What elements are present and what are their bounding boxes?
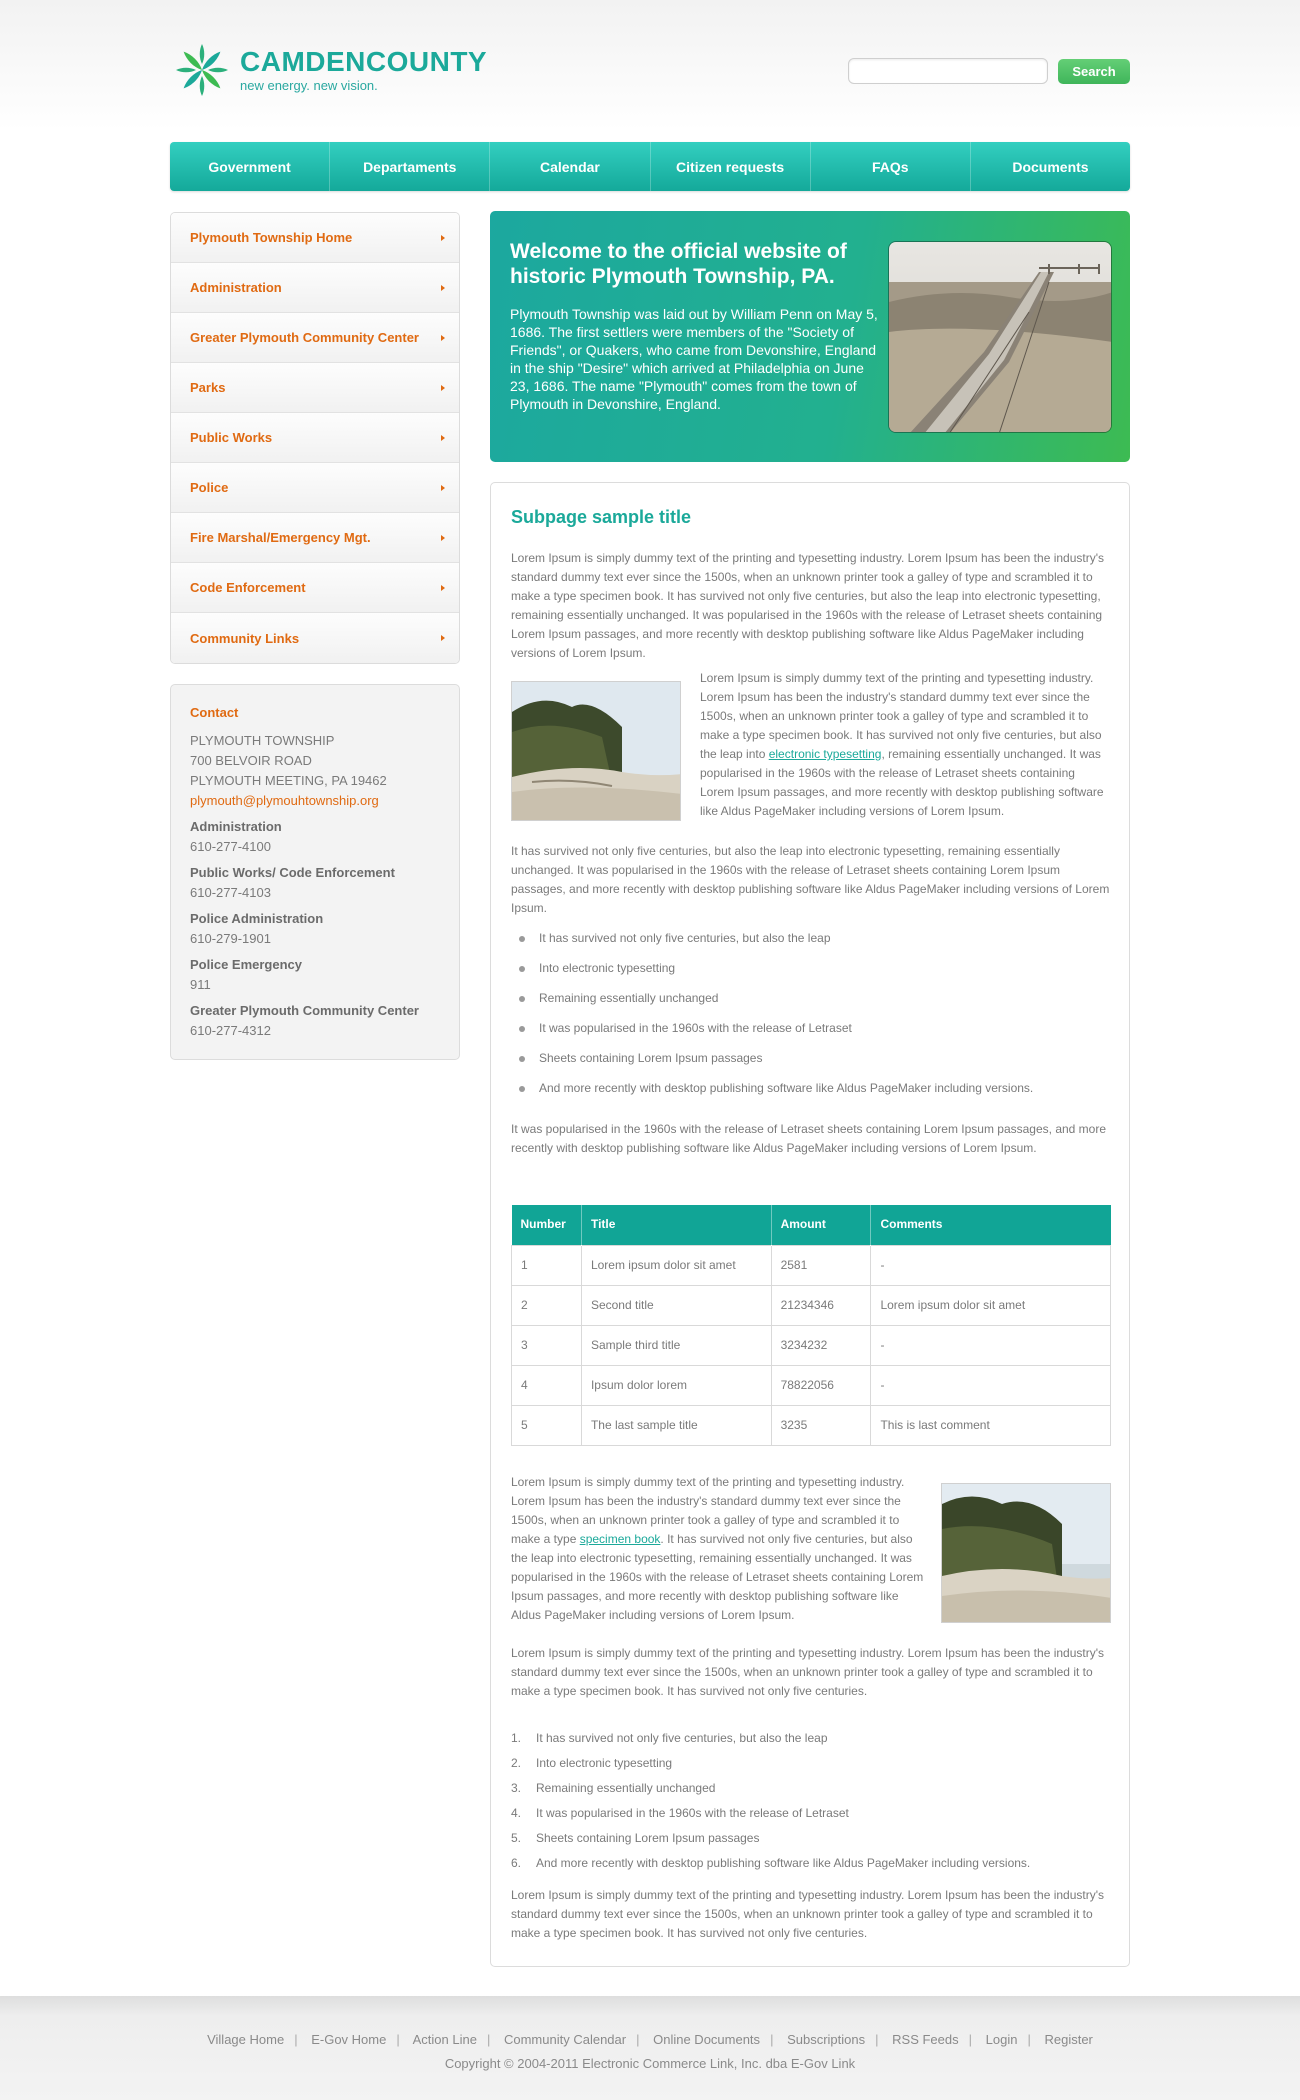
footer-link-action-line[interactable]: Action Line — [412, 2032, 477, 2047]
table-cell: Lorem ipsum dolor sit amet — [871, 1285, 1111, 1325]
paragraph: Lorem Ipsum is simply dummy text of the printing and typesetting industry. Lorem Ipsum has been the industry's standard dummy text ever since the 1500s, when an unknown printer took a galley of type and scrambled it to make a type specimen book. It has survived not only five centuries, but also the leap into electronic typesetting, remaining essentially unchanged. It was popularised in the 1960s with the release of Letraset sheets containing Lorem Ipsum passages, and more recently with desktop publishing software like Aldus PageMaker including versions of Lorem Ipsum. — [511, 551, 1105, 660]
arrow-right-icon — [441, 335, 445, 341]
paragraph-text: Lorem Ipsum is simply dummy text of the printing and typesetting industry. Lorem Ipsum has been the industry's standard dummy text ever since the 1500s, when an unknown printer took a galley of type and scrambled it to make a type — [511, 1475, 905, 1546]
contact-box — [170, 684, 460, 1060]
sidebar-item-label: Plymouth Township Home — [190, 230, 353, 245]
boardwalk-image — [889, 242, 1112, 433]
table-cell: 3 — [512, 1325, 582, 1365]
nav-item-government[interactable]: Government — [170, 142, 330, 191]
footer-separator: | — [968, 2032, 973, 2047]
table-cell: 3235 — [771, 1405, 871, 1445]
contact-phone: 610-277-4312 — [190, 1023, 271, 1038]
footer-link-egov-home[interactable]: E-Gov Home — [311, 2032, 387, 2047]
welcome-title: Welcome to the official website of historic Plymouth Township, PA. — [510, 240, 847, 288]
nav-item-calendar[interactable]: Calendar — [490, 142, 650, 191]
list-item — [511, 1751, 1111, 1776]
list-number: 5. — [511, 1831, 522, 1845]
nav-item-documents[interactable]: Documents — [1012, 158, 1089, 175]
address-line: PLYMOUTH MEETING, PA 19462 — [190, 773, 387, 788]
welcome-text: Plymouth Township was laid out by William Penn on May 5, 1686. The first settlers were members of the "Society of Friends", or Quakers, who came from Devonshire, England in the ship "Desire" which arrived at Philadelphia on June 23, 1686. The name "Plymouth" comes from the town of Plymouth in Devonshire, England. — [510, 306, 878, 412]
list-item: It was popularised in the 1960s with the release of Letraset — [511, 1013, 1111, 1043]
arrow-right-icon — [441, 485, 445, 491]
footer-separator: | — [1027, 2032, 1031, 2047]
list-item-text: Remaining essentially unchanged — [536, 1781, 716, 1795]
paragraph-text: . It has survived not only five centuries, but also the leap into electronic typesetting, remaining essentially unchanged. It was popularised in the 1960s with the release of Letraset sheets containing Lorem Ipsum passages, and more recently with desktop publishing software like Aldus PageMaker including versions of Lorem Ipsum. — [511, 1532, 924, 1622]
table-cell: 2581 — [771, 1245, 871, 1285]
footer-separator: | — [636, 2032, 640, 2047]
table-cell: Second title — [581, 1285, 771, 1325]
sidebar-item-administration[interactable] — [171, 263, 459, 313]
sidebar-item-community-links[interactable] — [171, 613, 459, 663]
beach-photo-2 — [941, 1483, 1111, 1623]
list-item — [511, 1851, 1111, 1876]
header — [170, 0, 1130, 140]
sidebar-item-label: Community Links — [190, 630, 300, 646]
beach-photo — [511, 681, 681, 821]
data-table — [511, 1205, 1111, 1446]
list-item: It has survived not only five centuries, but also the leap — [511, 923, 1111, 953]
contact-phone: 610-277-4103 — [190, 885, 271, 900]
contact-phone: 610-277-4100 — [190, 839, 271, 854]
table-cell: Ipsum dolor lorem — [581, 1365, 771, 1405]
footer-link-community-calendar[interactable]: Community Calendar — [503, 2032, 627, 2047]
sidebar-item-label: Police — [190, 480, 229, 495]
footer — [0, 1996, 1300, 2100]
footer-separator: | — [396, 2032, 400, 2047]
table-cell: - — [871, 1365, 1111, 1405]
contact-label: Police Administration — [190, 911, 324, 926]
table-cell: 78822056 — [771, 1365, 871, 1405]
page — [170, 0, 1130, 1940]
table-cell: Sample third title — [581, 1325, 771, 1365]
paragraph: Lorem Ipsum is simply dummy text of the printing and typesetting industry. Lorem Ipsum has been the industry's standard dummy text ever since the 1500s, when an unknown printer took a galley of type and scrambled it to make a type specimen book. It has survived not only five centuries. — [511, 1646, 1105, 1698]
paragraph — [511, 1473, 926, 1625]
nav-item-departaments[interactable]: Departaments — [330, 142, 490, 191]
table-cell: The last sample title — [581, 1405, 771, 1445]
list-number: 1. — [511, 1731, 522, 1745]
address-line: PLYMOUTH TOWNSHIP — [190, 733, 335, 748]
arrow-right-icon — [441, 435, 445, 441]
sidebar-item-community-center[interactable] — [171, 313, 459, 363]
table-cell: 3234232 — [771, 1325, 871, 1365]
sidebar — [170, 212, 460, 1060]
search-bar — [848, 58, 1130, 84]
list-item: Remaining essentially unchanged — [511, 983, 1111, 1013]
list-item — [511, 1801, 1111, 1826]
paragraph-text: , remaining essentially unchanged. It was popularised in the 1960s with the release of Letraset sheets containing Lorem Ipsum passages, and more recently with desktop publishing software like Aldus PageMaker including versions of Lorem Ipsum. — [700, 747, 1104, 818]
electronic-typesetting-link[interactable]: electronic typesetting — [768, 747, 882, 761]
main-nav — [170, 142, 1130, 191]
logo-mark-icon — [170, 38, 234, 102]
table-cell: 1 — [512, 1245, 582, 1285]
list-number: 6. — [511, 1856, 522, 1870]
sidebar-item-label: Code Enforcement — [190, 580, 306, 595]
content-panel — [490, 482, 1130, 1967]
contact-title: Contact — [190, 705, 239, 720]
list-number: 3. — [511, 1781, 522, 1795]
list-number: 2. — [511, 1756, 522, 1770]
brand-tagline: new energy. new vision. — [240, 78, 378, 93]
sidebar-item-plymouth-township-home[interactable] — [171, 213, 459, 263]
list-item — [511, 1726, 1111, 1751]
nav-item-citizen-requests[interactable]: Citizen requests — [651, 142, 811, 191]
arrow-right-icon — [441, 635, 445, 641]
welcome-banner — [490, 211, 1130, 462]
footer-link-login[interactable]: Login — [985, 2032, 1018, 2047]
paragraph: Lorem Ipsum is simply dummy text of the printing and typesetting industry. Lorem Ipsum has been the industry's standard dummy text ever since the 1500s, when an unknown printer took a galley of type and scrambled it to make a type specimen book. It has survived not only five centuries. — [511, 1888, 1105, 1940]
table-row — [512, 1285, 1111, 1325]
contact-label: Police Emergency — [190, 957, 302, 972]
table-header: Title — [581, 1205, 771, 1245]
brand-name-part2: COUNTY — [365, 46, 488, 77]
footer-separator: | — [875, 2032, 879, 2047]
boardwalk-photo — [888, 241, 1112, 433]
beach-image — [512, 682, 681, 821]
footer-links — [0, 2032, 1300, 2047]
table-cell: This is last comment — [871, 1405, 1111, 1445]
footer-separator: | — [486, 2032, 491, 2047]
footer-separator: | — [294, 2032, 298, 2047]
sidebar-menu — [170, 212, 460, 664]
search-input[interactable] — [848, 58, 1048, 84]
table-cell: - — [871, 1325, 1111, 1365]
specimen-book-link[interactable]: specimen book — [579, 1532, 661, 1546]
logo[interactable] — [170, 38, 487, 102]
table-row — [512, 1405, 1111, 1445]
contact-phone: 610-279-1901 — [190, 931, 271, 946]
table-cell: - — [871, 1245, 1111, 1285]
sidebar-item-public-works[interactable] — [171, 413, 459, 463]
bullet-list — [511, 923, 1111, 1103]
list-number: 4. — [511, 1806, 522, 1820]
sidebar-item-label: Administration — [190, 280, 282, 295]
list-item-text: And more recently with desktop publishing software like Aldus PageMaker including versions. — [536, 1856, 1031, 1870]
arrow-right-icon — [441, 585, 445, 591]
paragraph: It has survived not only five centuries, but also the leap into electronic typesetting, remaining essentially unchanged. It was popularised in the 1960s with the release of Letraset sheets containing Lorem Ipsum passages, and more recently with desktop publishing software like Aldus PageMaker including versions of Lorem Ipsum. — [511, 844, 1110, 915]
beach-image — [942, 1484, 1111, 1623]
list-item: And more recently with desktop publishing software like Aldus PageMaker including versions. — [511, 1073, 1111, 1103]
arrow-right-icon — [441, 285, 445, 291]
table-cell: 5 — [512, 1405, 582, 1445]
contact-label: Administration — [190, 819, 282, 834]
contact-label: Greater Plymouth Community Center — [190, 1003, 419, 1018]
list-item: Into electronic typesetting — [511, 953, 1111, 983]
table-row — [512, 1245, 1111, 1285]
table-header: Number — [512, 1205, 582, 1245]
list-item-text: Sheets containing Lorem Ipsum passages — [536, 1831, 760, 1845]
sidebar-item-fire-marshal[interactable] — [171, 513, 459, 563]
nav-item-faqs[interactable]: FAQs — [811, 142, 971, 191]
brand-name — [240, 48, 487, 76]
copyright: Copyright © 2004-2011 Electronic Commerce Link, Inc. dba E-Gov Link — [444, 2056, 856, 2071]
brand-name-part1: CAMDEN — [240, 46, 366, 77]
table-header-row — [512, 1205, 1111, 1245]
table-header: Amount — [771, 1205, 871, 1245]
table-cell: Lorem ipsum dolor sit amet — [581, 1245, 771, 1285]
sidebar-item-label: Greater Plymouth Community Center — [190, 330, 419, 345]
sidebar-item-parks[interactable] — [171, 363, 459, 413]
contact-label: Public Works/ Code Enforcement — [190, 865, 395, 880]
list-item — [511, 1776, 1111, 1801]
table-row — [512, 1325, 1111, 1365]
table-cell: 21234346 — [771, 1285, 871, 1325]
footer-separator: | — [770, 2032, 774, 2047]
footer-link-subscriptions[interactable]: Subscriptions — [787, 2032, 866, 2047]
paragraph — [700, 669, 1111, 821]
table-cell: 4 — [512, 1365, 582, 1405]
list-item — [511, 1826, 1111, 1851]
footer-link-online-documents[interactable]: Online Documents — [653, 2032, 761, 2047]
contact-email-link[interactable]: plymouth@plymouhtownship.org — [190, 793, 379, 808]
table-cell: 2 — [512, 1285, 582, 1325]
search-button[interactable]: Search — [1058, 59, 1130, 84]
list-item-text: It has survived not only five centuries, but also the leap — [536, 1731, 828, 1745]
address-line: 700 BELVOIR ROAD — [190, 753, 312, 768]
numbered-list — [511, 1726, 1111, 1876]
list-item: Sheets containing Lorem Ipsum passages — [511, 1043, 1111, 1073]
sidebar-item-code-enforcement[interactable] — [171, 563, 459, 613]
contact-phone: 911 — [190, 977, 211, 992]
paragraph: It was popularised in the 1960s with the release of Letraset sheets containing Lorem Ipsum passages, and more recently with desktop publishing software like Aldus PageMaker including versions of Lorem Ipsum. — [511, 1122, 1107, 1155]
paragraph-text: Lorem Ipsum is simply dummy text of the printing and typesetting industry. Lorem Ipsum has been the industry's standard dummy text ever since the 1500s, when an unknown printer took a galley of type and scrambled it to make a type specimen book. It has survived not only five centuries, but also the leap into — [700, 671, 1102, 761]
sidebar-item-police[interactable] — [171, 463, 459, 513]
arrow-right-icon — [441, 535, 445, 541]
table-row — [512, 1365, 1111, 1405]
sidebar-item-label: Parks — [190, 380, 226, 395]
footer-link-register[interactable]: Register — [1044, 2032, 1093, 2047]
footer-link-rss-feeds[interactable]: RSS Feeds — [892, 2032, 959, 2047]
list-item-text: Into electronic typesetting — [536, 1756, 673, 1770]
page-title: Subpage sample title — [511, 507, 692, 527]
footer-link-village-home[interactable]: Village Home — [207, 2032, 285, 2047]
list-item-text: It was popularised in the 1960s with the release of Letraset — [536, 1806, 849, 1820]
arrow-right-icon — [441, 385, 445, 391]
sidebar-item-label: Public Works — [190, 430, 273, 445]
sidebar-item-label: Fire Marshal/Emergency Mgt. — [190, 530, 371, 545]
arrow-right-icon — [441, 235, 445, 241]
table-header: Comments — [871, 1205, 1111, 1245]
